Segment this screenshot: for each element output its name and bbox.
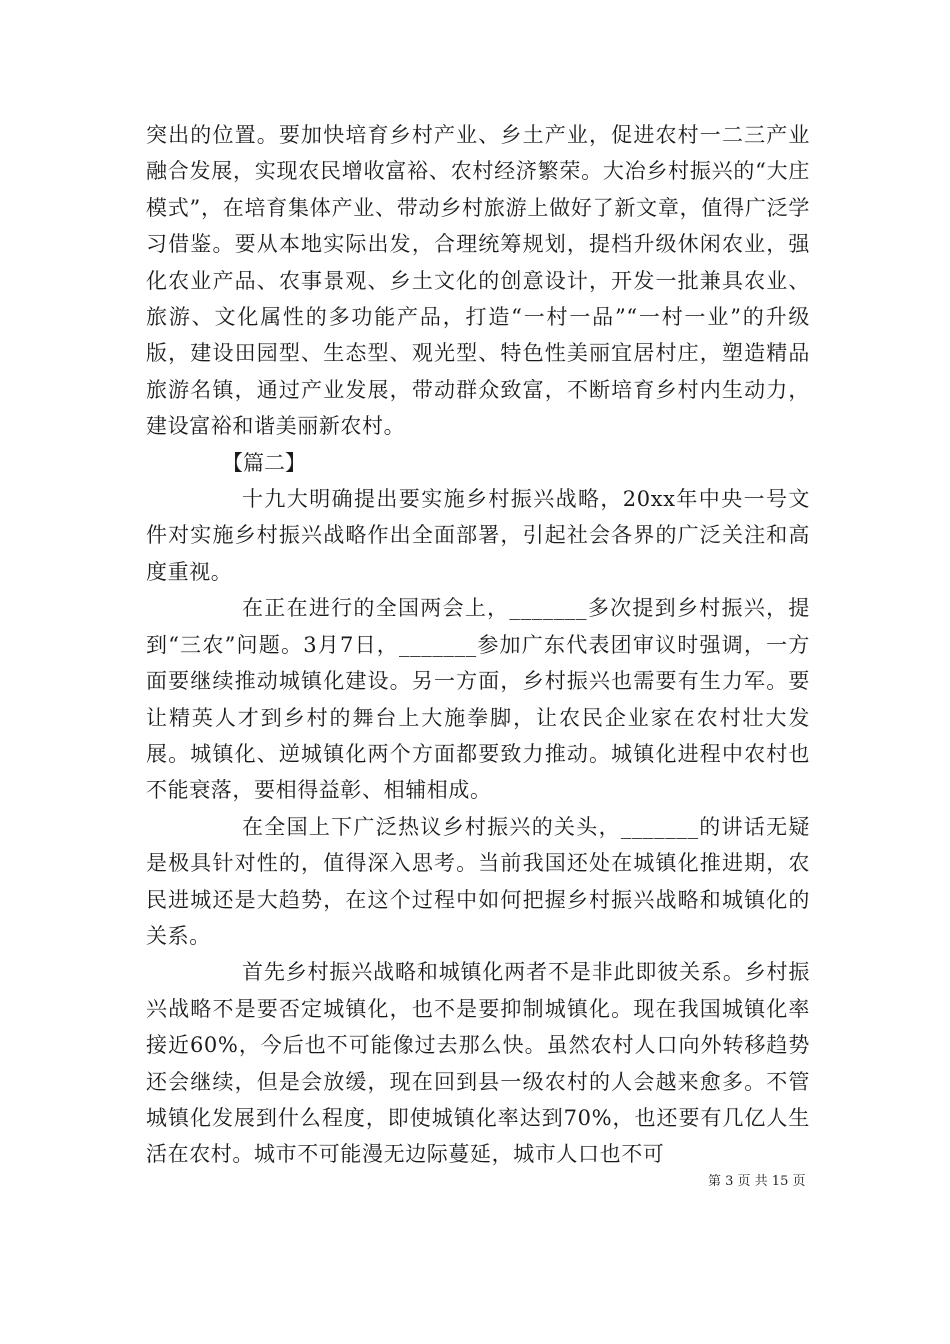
page-number-footer: 第 3 页 共 15 页 bbox=[708, 1174, 806, 1189]
paragraph: 首先乡村振兴战略和城镇化两者不是非此即彼关系。乡村振兴战略不是要否定城镇化，也不是要抑制城镇化。现在我国城镇化率接近60%，今后也不可能像过去那么快。虽然农村人口向外转移趋势还会继续，但是会放缓，现在回到县一级农村的人会越来愈多。不管城镇化发展到什么程度，即使城镇化率达到70%，也还要有几亿人生活在农村。城市不可能漫无边际蔓延，城市人口也不可 bbox=[146, 960, 810, 1167]
document-body bbox=[146, 117, 810, 1173]
paragraph-continued: 突出的位置。要加快培育乡村产业、乡土产业，促进农村一二三产业融合发展，实现农民增收富裕、农村经济繁荣。大冶乡村振兴的“大庄模式”，在培育集体产业、带动乡村旅游上做好了新文章，值得广泛学习借鉴。要从本地实际出发，合理统筹规划，提档升级休闲农业，强化农业产品、农事景观、乡土文化的创意设计，开发一批兼具农业、旅游、文化属性的多功能产品，打造“一村一品”“一村一业”的升级版，建设田园型、生态型、观光型、特色性美丽宜居村庄，塑造精品旅游名镇，通过产业发展，带动群众致富，不断培育乡村内生动力，建设富裕和谐美丽新农村。 bbox=[146, 123, 810, 439]
paragraph: 在正在进行的全国两会上，_______多次提到乡村振兴，提到“三农”问题。3月7日，_______参加广东代表团审议时强调，一方面要继续推动城镇化建设。另一方面，乡村振兴也需要有生力军。要让精英人才到乡村的舞台上大施拳脚，让农民企业家在农村壮大发展。城镇化、逆城镇化两个方面都要致力推动。城镇化进程中农村也不能衰落，要相得益彰、相辅相成。 bbox=[146, 596, 810, 803]
section-heading: 【篇二】 bbox=[222, 450, 306, 475]
paragraph: 十九大明确提出要实施乡村振兴战略，20xx年中央一号文件对实施乡村振兴战略作出全面部署，引起社会各界的广泛关注和高度重视。 bbox=[146, 487, 810, 584]
paragraph: 在全国上下广泛热议乡村振兴的关头，_______的讲话无疑是极具针对性的，值得深入思考。当前我国还处在城镇化推进期，农民进城还是大趋势，在这个过程中如何把握乡村振兴战略和城镇化的关系。 bbox=[146, 814, 810, 948]
